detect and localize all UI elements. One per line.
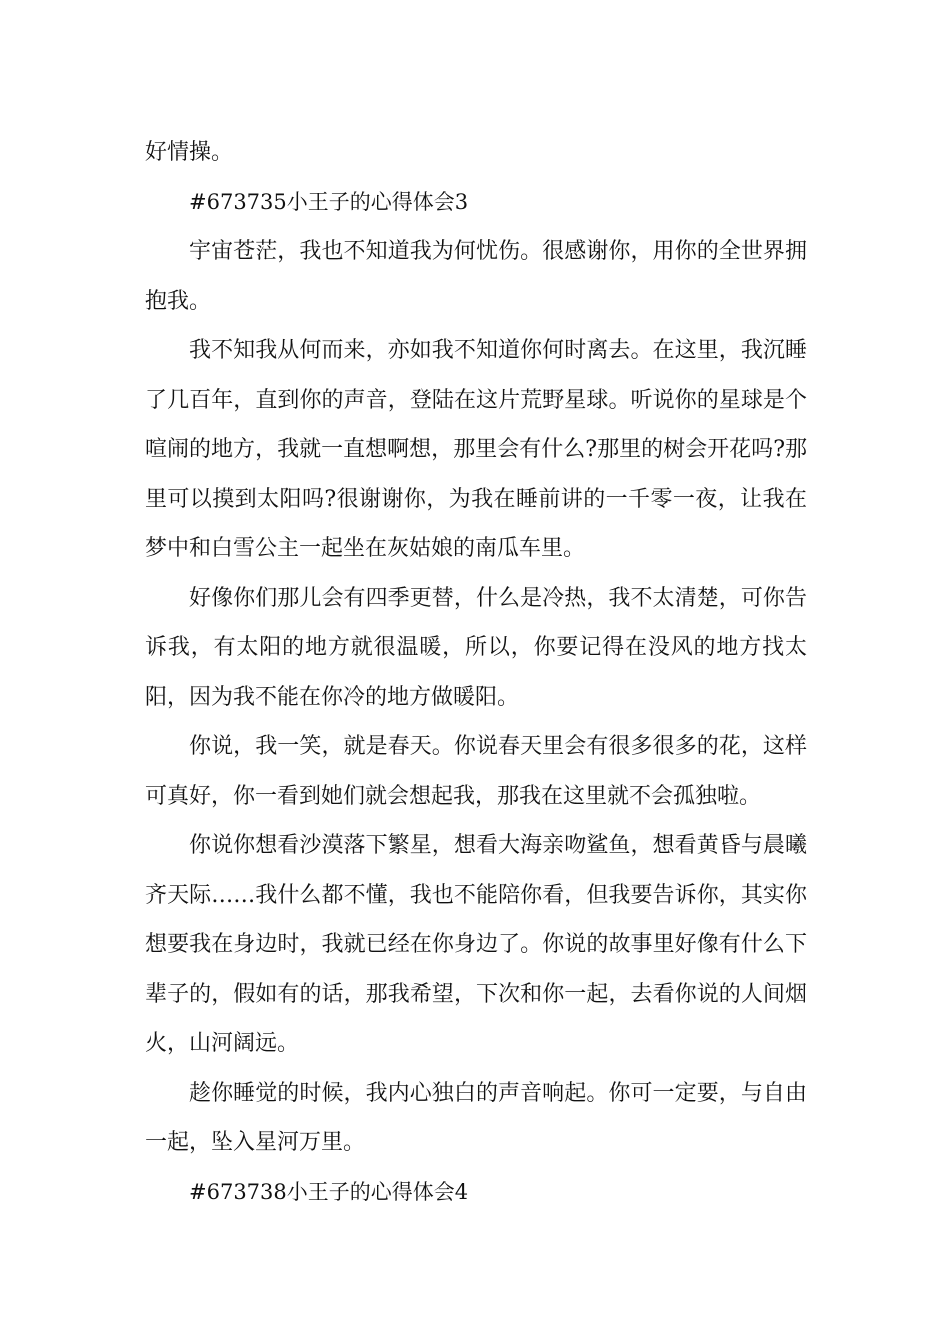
paragraph: 好像你们那儿会有四季更替，什么是冷热，我不太清楚，可你告诉我，有太阳的地方就很温暖，所以，你要记得在没风的地方找太阳，因为我不能在你冷的地方做暖阳。 <box>145 585 807 710</box>
paragraph-continuation: 好情操。 <box>145 140 234 165</box>
paragraph: 我不知我从何而来，亦如我不知道你何时离去。在这里，我沉睡了几百年，直到你的声音，登陆在这片荒野星球。听说你的星球是个喧闹的地方，我就一直想啊想，那里会有什么?那里的树会开花吗?那里可以摸到太阳吗?很谢谢你，为我在睡前讲的一千零一夜，让我在梦中和白雪公主一起坐在灰姑娘的南瓜车里。 <box>145 338 807 561</box>
section-heading-4: #673738小王子的心得体会4 <box>189 1179 469 1204</box>
paragraph: 你说你想看沙漠落下繁星，想看大海亲吻鲨鱼，想看黄昏与晨曦齐天际……我什么都不懂，我也不能陪你看，但我要告诉你，其实你想要我在身边时，我就已经在你身边了。你说的故事里好像有什么下辈子的，假如有的话，那我希望，下次和你一起，去看你说的人间烟火，山河阔远。 <box>145 833 807 1056</box>
paragraph: 宇宙苍茫，我也不知道我为何忧伤。很感谢你，用你的全世界拥抱我。 <box>145 239 807 314</box>
document-body <box>145 128 807 1217</box>
paragraph: 你说，我一笑，就是春天。你说春天里会有很多很多的花，这样可真好，你一看到她们就会想起我，那我在这里就不会孤独啦。 <box>145 734 807 809</box>
paragraph: 趁你睡觉的时候，我内心独白的声音响起。你可一定要，与自由一起，坠入星河万里。 <box>145 1080 807 1155</box>
section-heading-3: #673735小王子的心得体会3 <box>189 189 469 214</box>
